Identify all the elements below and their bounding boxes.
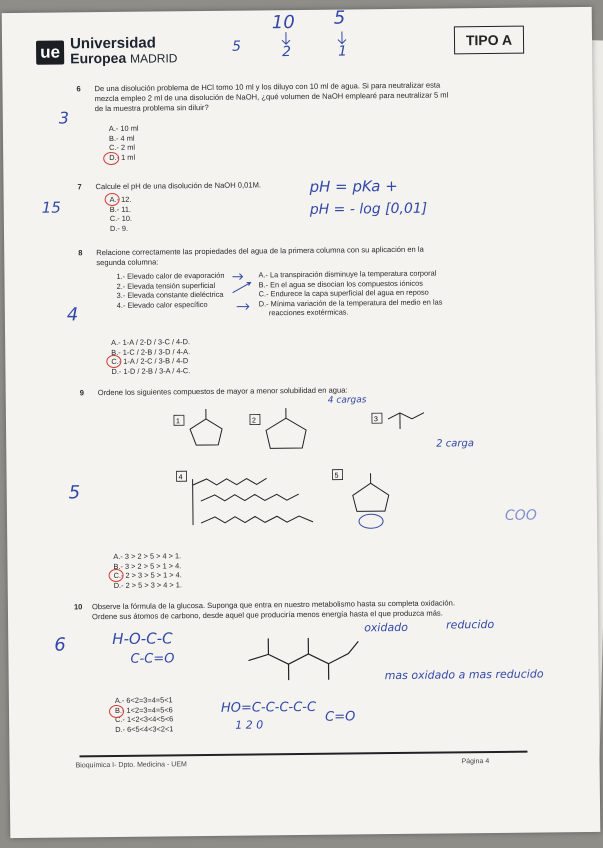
handwritten-cargas-1: 4 cargas	[327, 395, 367, 406]
application-d-cont: reacciones exotérmicas.	[268, 307, 349, 318]
property-3: 3.- Elevada constante dieléctrica	[116, 289, 224, 300]
option-d[interactable]: D.- 1 ml	[109, 152, 136, 162]
question-text-line: mezcla empleo 2 ml de una disolución de NaOH, ¿qué volumen de NaOH emplearé para neutralizar 5 ml	[94, 90, 449, 104]
question-text-line: Relacione correctamente las propiedades del agua de la primera columna con su aplicación en la	[96, 244, 424, 258]
ue-logo-mark: ue	[36, 40, 64, 64]
option-b[interactable]: B.- 11.	[109, 204, 132, 214]
handwritten-5: 5	[231, 38, 242, 55]
option-a[interactable]: A.- 3 > 2 > 5 > 4 > 1.	[113, 551, 182, 561]
option-c[interactable]: C.- 10.	[109, 213, 133, 223]
option-b[interactable]: B.- 1-C / 2-B / 3-D / 4-A.	[111, 346, 191, 357]
logo-line-2: Europea	[70, 49, 127, 67]
question-number: 6	[76, 84, 81, 94]
handwritten-score-q8: 4	[66, 304, 79, 326]
logo-line-2b: MADRID	[130, 51, 178, 66]
compound-label-1: 1	[175, 418, 180, 426]
answer-circle-q10	[109, 705, 124, 718]
question-text-line: de la muestra problema sin diluir?	[94, 102, 209, 114]
q8-left-column	[116, 271, 224, 310]
handwritten-score-q9: 5	[68, 482, 81, 504]
handwritten-structure-2: C-C=O	[130, 651, 175, 667]
compound-label-4: 4	[178, 474, 183, 482]
option-a[interactable]: A.- 1-A / 2-D / 3-C / 4-D.	[111, 337, 191, 347]
question-number: 9	[79, 388, 84, 398]
application-b: B.- En el agua se disocian los compuestos iónicos	[258, 278, 423, 289]
handwritten-1: 1	[338, 43, 348, 60]
handwritten-mas-oxidado: mas oxidado a mas reducido	[384, 667, 544, 683]
option-a[interactable]: A.- 6<2=3=4=5<1	[114, 695, 173, 705]
handwritten-reducido: reducido	[446, 617, 495, 632]
question-9	[79, 385, 348, 399]
question-number: 8	[78, 248, 83, 258]
handwritten-structure-1: H-O-C-C	[112, 629, 173, 648]
handwritten-match-arrows	[230, 272, 260, 312]
option-a[interactable]: A.- 12.	[109, 194, 132, 204]
glucosamine-ring-5	[353, 473, 390, 528]
application-c: C.- Endurece la capa superficial del agua en reposo	[258, 287, 429, 299]
property-1: 1.- Elevado calor de evaporación	[116, 270, 225, 281]
compound-label-2: 2	[251, 417, 256, 425]
compound-label-3: 3	[373, 416, 378, 424]
question-6	[76, 80, 520, 115]
question-number: 7	[77, 182, 82, 192]
handwritten-ph-formula: pH = pKa +	[309, 176, 398, 196]
glucose-ring-1	[190, 409, 222, 445]
exam-page	[2, 7, 601, 838]
question-text: Calcule el pH de una disolución de NaOH 0,01M.	[95, 180, 262, 192]
q8-right-column	[258, 269, 442, 318]
amino-acid-3	[388, 413, 424, 429]
option-c[interactable]: C.- 2 > 3 > 5 > 1 > 4.	[113, 570, 182, 580]
option-b[interactable]: B.- 4 ml	[108, 133, 135, 143]
footer-page-number: Página 4	[461, 758, 490, 766]
property-4: 4.- Elevado calor específico	[116, 299, 208, 310]
answer-circle-q8	[106, 355, 121, 368]
footer-rule	[79, 751, 527, 758]
option-d[interactable]: D.- 2 > 5 > 3 > 4 > 1.	[113, 579, 182, 590]
handwritten-oxidado: oxidado	[364, 620, 408, 635]
question-number: 10	[73, 602, 83, 612]
handwritten-bottom-co: C=O	[325, 709, 356, 725]
handwritten-cargas-2: 2 carga	[436, 438, 475, 450]
application-d: D.- Mínima variación de la temperatura del medio en las	[258, 297, 443, 308]
answer-circle-q9	[109, 569, 124, 582]
logo-line-1: Universidad	[69, 34, 156, 53]
question-text-line: Ordene sus átomos de carbono, desde aquel que produciría menos energía hasta el que produzca más.	[91, 608, 443, 622]
handwritten-score-q6: 3	[58, 108, 70, 128]
footer-department: Bioquímica I- Dpto. Medicina - UEM	[75, 761, 187, 770]
option-d[interactable]: D.- 1-D / 2-B / 3-A / 4-C.	[111, 365, 191, 376]
handwritten-2: 2	[282, 44, 292, 61]
option-c[interactable]: C.- 1-A / 2-C / 3-B / 4-D	[111, 356, 189, 366]
handwritten-arrows	[272, 29, 362, 50]
option-d[interactable]: D.- 6<5<4<3<2<1	[115, 723, 174, 734]
question-text-line: segunda columna:	[96, 257, 159, 268]
option-c[interactable]: C.- 2 ml	[109, 142, 136, 152]
option-c[interactable]: C.- 1<2<3<4<5<6	[115, 714, 174, 724]
handwritten-bottom-chain: HO=C-C-C-C-C	[220, 699, 317, 716]
question-8	[78, 244, 522, 269]
q10-options	[115, 695, 174, 734]
glucose-phosphate-ring-2	[266, 408, 306, 448]
exam-type-box: TIPO A	[454, 26, 524, 55]
question-text-line: De una disolución problema de HCl tomo 10 ml y los diluyo con 10 ml de agua. Si para neutralizar esta	[94, 80, 441, 94]
answer-circle-q7	[105, 193, 120, 206]
handwritten-ph-log: pH = - log [0,01]	[309, 200, 428, 218]
q8-options	[111, 337, 190, 376]
glucose-structure	[230, 623, 371, 696]
option-d[interactable]: D.- 9.	[109, 223, 129, 233]
q9-options	[113, 551, 182, 590]
q9-molecules-figure	[166, 398, 468, 546]
question-7	[77, 180, 262, 192]
option-b[interactable]: B.- 1<2=3=4=5<6	[114, 704, 173, 715]
handwritten-score-q10: 6	[54, 634, 66, 656]
question-text: Ordene los siguientes compuestos de mayor a menor solubilidad en agua:	[97, 385, 348, 398]
handwritten-bottom-numbers: 1 2 0	[235, 718, 264, 732]
option-a[interactable]: A.- 10 ml	[108, 123, 139, 133]
triglyceride-4	[193, 478, 313, 525]
compound-label-5: 5	[334, 472, 339, 480]
application-a: A.- La transpiración disminuye la temperatura corporal	[258, 268, 437, 280]
question-text-line: Observe la fórmula de la glucosa. Suponga que entra en nuestro metabolismo hasta su completa oxidación.	[91, 598, 455, 612]
property-2: 2.- Elevada tensión superficial	[116, 280, 216, 291]
handwritten-score-q7: 15	[41, 198, 61, 217]
handwritten-score-10: 10	[271, 12, 295, 34]
handwritten-coo: COO	[504, 507, 537, 524]
university-logo	[36, 35, 178, 67]
answer-circle-q6	[103, 152, 119, 165]
handwritten-score-5: 5	[333, 7, 346, 29]
option-b[interactable]: B.- 3 > 2 > 5 > 1 > 4.	[113, 560, 182, 571]
